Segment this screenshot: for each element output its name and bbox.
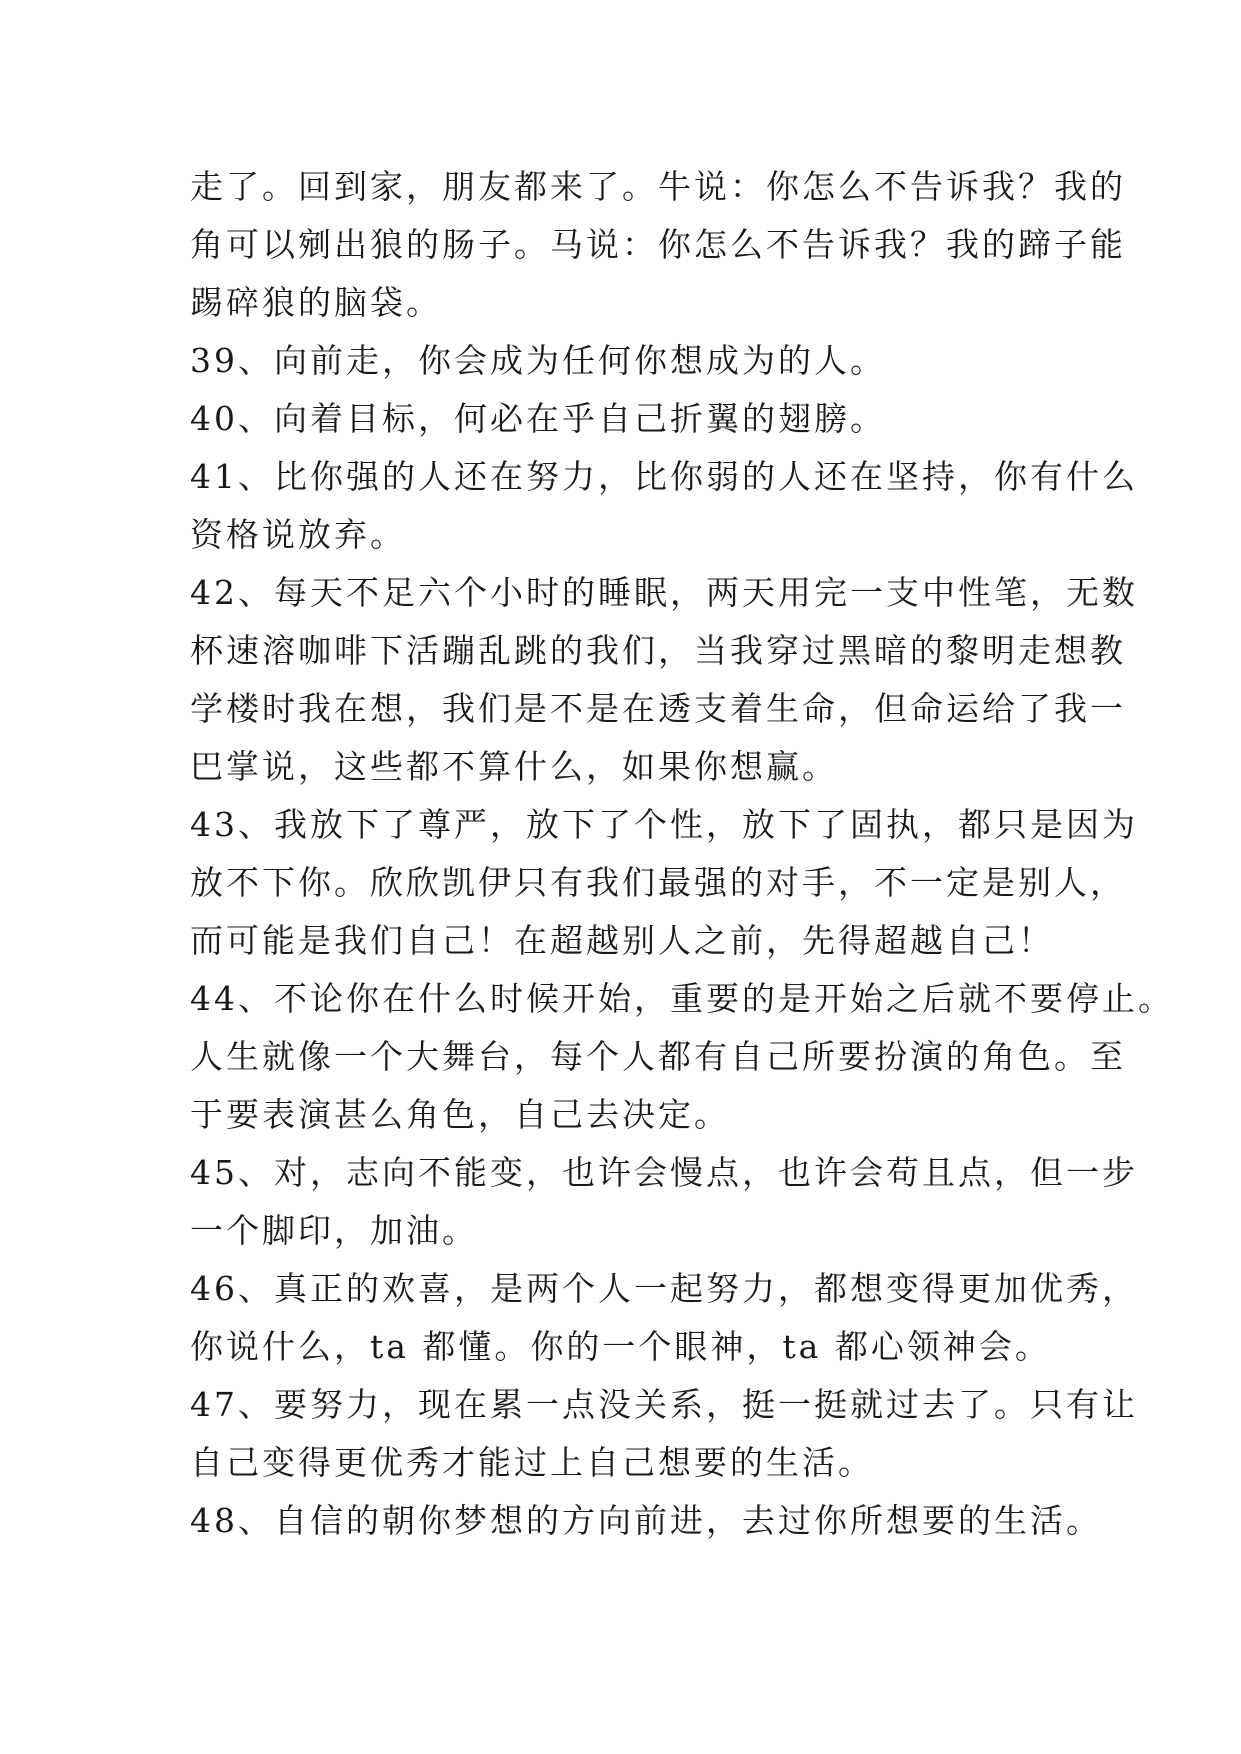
item-48: 48、自信的朝你梦想的方向前进，去过你所想要的生活。 — [190, 1501, 1102, 1540]
item-39: 39、向前走，你会成为任何你想成为的人。 — [190, 341, 886, 380]
text-line: 而可能是我们自己！在超越别人之前，先得超越自己！ — [190, 921, 1054, 960]
text-line: 资格说放弃。 — [190, 515, 406, 554]
item-41: 41、比你强的人还在努力，比你弱的人还在坚持，你有什么 — [190, 457, 1138, 496]
text-line: 走了。回到家，朋友都来了。牛说：你怎么不告诉我？我的 — [190, 167, 1126, 206]
text-line: 于要表演甚么角色，自己去决定。 — [190, 1095, 730, 1134]
text-line: 放不下你。欣欣凯伊只有我们最强的对手，不一定是别人， — [190, 863, 1126, 902]
item-40: 40、向着目标，何必在乎自己折翼的翅膀。 — [190, 399, 886, 438]
item-45: 45、对，志向不能变，也许会慢点，也许会苟且点，但一步 — [190, 1153, 1138, 1192]
item-44: 44、不论你在什么时候开始，重要的是开始之后就不要停止。 — [190, 979, 1174, 1018]
item-43: 43、我放下了尊严，放下了个性，放下了固执，都只是因为 — [190, 805, 1138, 844]
text-line: 学楼时我在想，我们是不是在透支着生命，但命运给了我一 — [190, 689, 1126, 728]
item-46: 46、真正的欢喜，是两个人一起努力，都想变得更加优秀， — [190, 1269, 1138, 1308]
text-line: 踢碎狼的脑袋。 — [190, 283, 442, 322]
item-42: 42、每天不足六个小时的睡眠，两天用完一支中性笔，无数 — [190, 573, 1138, 612]
text-line: 角可以剜出狼的肠子。马说：你怎么不告诉我？我的蹄子能 — [190, 225, 1126, 264]
text-line: 人生就像一个大舞台，每个人都有自己所要扮演的角色。至 — [190, 1037, 1126, 1076]
text-line: 一个脚印，加油。 — [190, 1211, 478, 1250]
text-line: 杯速溶咖啡下活蹦乱跳的我们，当我穿过黑暗的黎明走想教 — [190, 631, 1126, 670]
text-line: 巴掌说，这些都不算什么，如果你想赢。 — [190, 747, 838, 786]
document-body — [190, 158, 1174, 1550]
text-line: 你说什么，ta 都懂。你的一个眼神，ta 都心领神会。 — [190, 1327, 1051, 1366]
text-line: 自己变得更优秀才能过上自己想要的生活。 — [190, 1443, 874, 1482]
item-47: 47、要努力，现在累一点没关系，挺一挺就过去了。只有让 — [190, 1385, 1138, 1424]
